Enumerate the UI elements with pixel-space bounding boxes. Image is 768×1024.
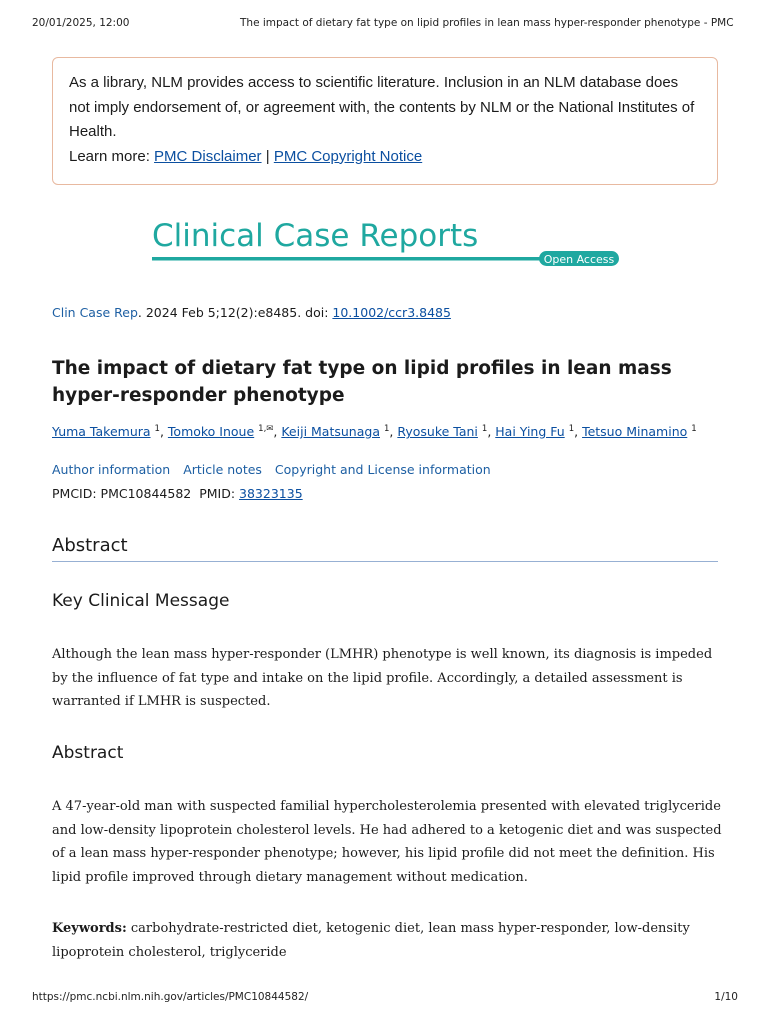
journal-logo-underline [152, 257, 542, 261]
print-footer [32, 991, 738, 1005]
pmc-copyright-link[interactable]: PMC Copyright Notice [273, 147, 423, 165]
abstract-subheading: Abstract [52, 743, 124, 763]
author-affiliation-mark: 1 [691, 424, 697, 434]
pmcid: PMCID: PMC10844582 [52, 486, 192, 501]
abstract-text: A 47-year-old man with suspected familial hypercholesterolemia presented with elevated triglyceride and low-density lipoprotein cholesterol levels. He had adhered to a ketogenic diet and was suspected of a lean mass hyper-responder phenotype; however, his lipid profile did not meet the definition. His lipid profile improved through dietary management without medication. [52, 799, 722, 885]
author-list: Yuma Takemura $^1$, Tomoko Inoue $^{1,✉}$, Keiji Matsunaga $^1$, Ryosuke Tani $^1$, Hai Ying Fu $^1$, Tetsuo Minamino $^1$ [52, 424, 697, 439]
journal-abbrev-link[interactable]: Clin Case Rep [52, 305, 138, 320]
key-clinical-message-text: Although the lean mass hyper-responder (LMHR) phenotype is well known, its diagnosis is impeded by the influence of fat type and intake on the lipid profile. Accordingly, a detailed assessment is warranted if LMHR is suspected. [52, 647, 713, 709]
author-affiliation-mark: 1 [383, 424, 390, 434]
pmid-link[interactable]: 38323135 [239, 486, 303, 501]
open-access-badge-label: Open Access [543, 253, 615, 266]
author-affiliation-mark: 1 [154, 424, 160, 434]
author-link[interactable]: Keiji Matsunaga [281, 424, 380, 439]
notice-text: As a library, NLM provides access to scientific literature. Inclusion in an NLM database does not imply endorsement of, or agreement with, the contents by NLM or the National Institutes of Health. [69, 74, 695, 140]
article-title: The impact of dietary fat type on lipid profiles in lean mass hyper-responder phenotype [52, 358, 672, 406]
author-affiliation-mark: 1 [568, 424, 575, 434]
author-information-link[interactable]: Author information [52, 462, 171, 477]
print-header [32, 17, 738, 31]
doi-link[interactable]: 10.1002/ccr3.8485 [332, 305, 451, 320]
journal-logo-name: Clinical Case Reports [152, 218, 479, 254]
article-identifiers [52, 486, 303, 501]
author-link[interactable]: Ryosuke Tani [397, 424, 478, 439]
author-link[interactable]: Tetsuo Minamino [582, 424, 688, 439]
print-page-title: The impact of dietary fat type on lipid profiles in lean mass hyper-responder phenotype - PMC [240, 17, 734, 29]
citation-line [52, 305, 451, 320]
keywords-text: carbohydrate-restricted diet, ketogenic diet, lean mass hyper-responder, low-density lipoprotein cholesterol, triglyceride [52, 921, 690, 960]
copyright-license-link[interactable]: Copyright and License information [274, 462, 491, 477]
article-notes-link[interactable]: Article notes [183, 462, 262, 477]
print-datetime: 20/01/2025, 12:00 [32, 17, 130, 29]
key-clinical-message-heading: Key Clinical Message [52, 591, 230, 611]
keywords-label: Keywords: [52, 921, 127, 936]
pmc-disclaimer-link[interactable]: PMC Disclaimer [154, 147, 262, 165]
journal-logo[interactable] [150, 212, 630, 270]
author-link[interactable]: Yuma Takemura [52, 424, 151, 439]
keywords [52, 917, 722, 964]
author-affiliation-mark: 1 [481, 424, 488, 434]
print-url: https://pmc.ncbi.nlm.nih.gov/articles/PMC10844582/ [32, 991, 309, 1003]
notice-separator: | [265, 147, 270, 165]
notice-learn-more: Learn more: [69, 147, 150, 165]
print-page-number: 1/10 [714, 991, 738, 1003]
author-link[interactable]: Tomoko Inoue [167, 424, 255, 439]
pmid-label: PMID: [199, 486, 236, 501]
author-affiliation-mark: 1,✉ [258, 424, 274, 434]
author-link[interactable]: Hai Ying Fu [495, 424, 565, 439]
citation-details: . 2024 Feb 5;12(2):e8485. doi: [137, 305, 333, 320]
abstract-heading: Abstract [52, 535, 128, 556]
article-info-links [52, 462, 500, 477]
section-divider [52, 561, 718, 562]
nlm-disclaimer-notice [52, 57, 718, 185]
